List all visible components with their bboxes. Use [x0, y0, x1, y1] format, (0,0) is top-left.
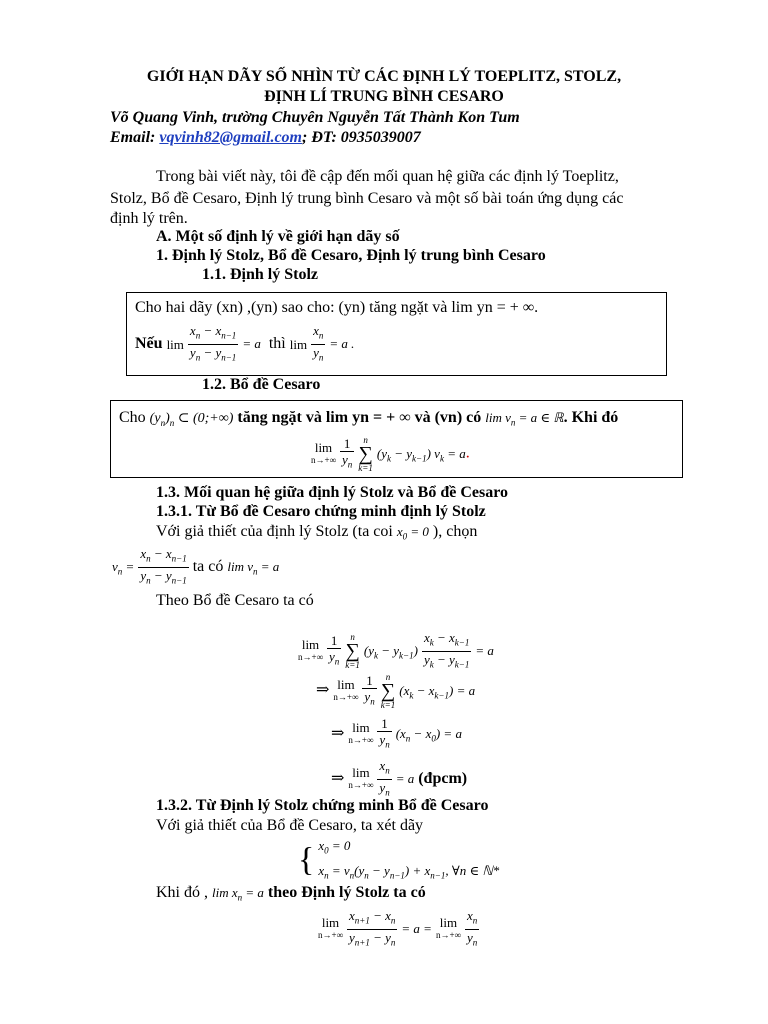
proof1-theo: Theo Bổ đề Cesaro ta có: [156, 592, 314, 609]
cesaro-line-1: Cho $(y_n)_n$ ⊂ (0;+∞) tăng ngặt và lim yn = + ∞ và (vn) có $\lim v_n = a$ ∈ ℝ. Khi đó: [119, 409, 619, 428]
stolz-formula: Nếu lim $\frac{x_n - x_{n-1}}{y_n - y_{n-1}}$ = a thì lim $\frac{x_n}{y_n}$ = a .: [135, 323, 354, 365]
cesaro-text: tăng ngặt và lim yn = + ∞ và (vn) có: [237, 409, 482, 426]
heading-1-3-1: 1.3.1. Từ Bổ đề Cesaro chứng minh định lý Stolz: [156, 503, 486, 520]
cesaro-lemma-box: [110, 400, 683, 478]
eq-chain-1: lim n→+∞ $\frac{1}{y_n}$ n ∑ k=1 $(y_k - y_{k-1})$ $\frac{x_k - x_{k-1}}{y_k - y_{k-1}}$ = a: [298, 630, 494, 671]
stolz-fraction: $\frac{x_n - x_{n-1}}{y_n - y_{n-1}}$: [189, 323, 237, 363]
dpcm-label: (đpcm): [418, 769, 468, 787]
heading-1-3-2: 1.3.2. Từ Định lý Stolz chứng minh Bổ đề Cesaro: [156, 797, 489, 814]
proof1-ta-co: ta có: [192, 557, 224, 575]
lim-symbol: lim: [166, 336, 184, 352]
cesaro-tail: . Khi đó: [563, 409, 619, 426]
eq-chain-3: ⇒ lim n→+∞ $\frac{1}{y_n}$ $(x_n - x_0) = a$: [331, 716, 462, 750]
intro-line-3: định lý trên.: [110, 210, 188, 227]
proof2-theo: theo Định lý Stolz ta có: [267, 884, 426, 901]
author-name: Võ Quang Vinh, trường Chuyên Nguyễn Tất Thành Kon Tum: [110, 109, 520, 126]
cesaro-formula: lim n→+∞ $\frac{1}{y_n}$ n ∑ k=1 $(y_k - y_{k-1}) v_k = a$.: [311, 435, 470, 473]
intro-line-2: Stolz, Bổ đề Cesaro, Định lý trung bình Cesaro và một số bài toán ứng dụng các: [110, 190, 624, 207]
eq-chain-4: ⇒ lim n→+∞ $\frac{x_n}{y_n}$ = a (đpcm): [331, 758, 468, 798]
title-line-1: GIỚI HẠN DÃY SỐ NHÌN TỪ CÁC ĐỊNH LÝ TOEPLITZ, STOLZ,: [146, 68, 622, 85]
proof1-intro-end: ), chọn: [432, 523, 478, 540]
stolz-if-label: Nếu: [135, 334, 163, 352]
proof1-intro: Với giả thiết của định lý Stolz (ta coi $x_0 = 0$ ), chọn: [156, 523, 478, 542]
stolz-line-1: Cho hai dãy (xn) ,(yn) sao cho: (yn) tăng ngặt và lim yn = + ∞.: [135, 299, 539, 316]
email-label: Email:: [110, 129, 156, 146]
proof2-system: { $x_0 = 0$ $x_n = v_n(y_n - y_{n-1}) + x_{n-1}$, ∀n ∈ ℕ*: [298, 838, 500, 881]
proof1-vn-def: $v_n$ = $\frac{x_n - x_{n-1}}{y_n - y_{n-1}}$ ta có $\lim v_n = a$: [112, 546, 280, 586]
stolz-theorem-box: [126, 292, 667, 376]
heading-1: 1. Định lý Stolz, Bổ đề Cesaro, Định lý trung bình Cesaro: [156, 247, 546, 264]
phone-text: ; ĐT: 0935039007: [301, 129, 421, 146]
heading-a: A. Một số định lý về giới hạn dãy số: [156, 228, 400, 245]
heading-1-1: 1.1. Định lý Stolz: [202, 266, 319, 283]
proof2-final-eq: lim n→+∞ $\frac{x_{n+1} - x_n}{y_{n+1} - y_n}$ = a = lim n→+∞ $\frac{x_n}{y_n}$: [318, 908, 478, 948]
eq-chain-2: ⇒ lim n→+∞ $\frac{1}{y_n}$ n ∑ k=1 $(x_k - x_{k-1}) = a$: [316, 672, 476, 710]
proof2-khi-do: Khi đó , $\lim x_n = a$ theo Định lý Stolz ta có: [156, 884, 426, 903]
cesaro-cho: Cho: [119, 409, 146, 426]
heading-1-2: 1.2. Bổ đề Cesaro: [202, 376, 321, 393]
author-contact: [110, 129, 421, 147]
email-link[interactable]: vqvinh82@gmail.com: [159, 129, 302, 146]
stolz-then-label: thì: [268, 334, 286, 352]
proof1-intro-text: Với giả thiết của định lý Stolz (ta coi: [156, 523, 393, 540]
proof2-khi-do-text: Khi đó ,: [156, 884, 208, 901]
heading-1-3: 1.3. Mối quan hệ giữa định lý Stolz và Bổ đề Cesaro: [156, 484, 509, 501]
intro-line-1: Trong bài viết này, tôi đề cập đến mối quan hệ giữa các định lý Toeplitz,: [156, 168, 619, 185]
title-line-2: ĐỊNH LÍ TRUNG BÌNH CESARO: [264, 88, 504, 105]
proof2-intro: Với giả thiết của Bổ đề Cesaro, ta xét dãy: [156, 817, 424, 834]
